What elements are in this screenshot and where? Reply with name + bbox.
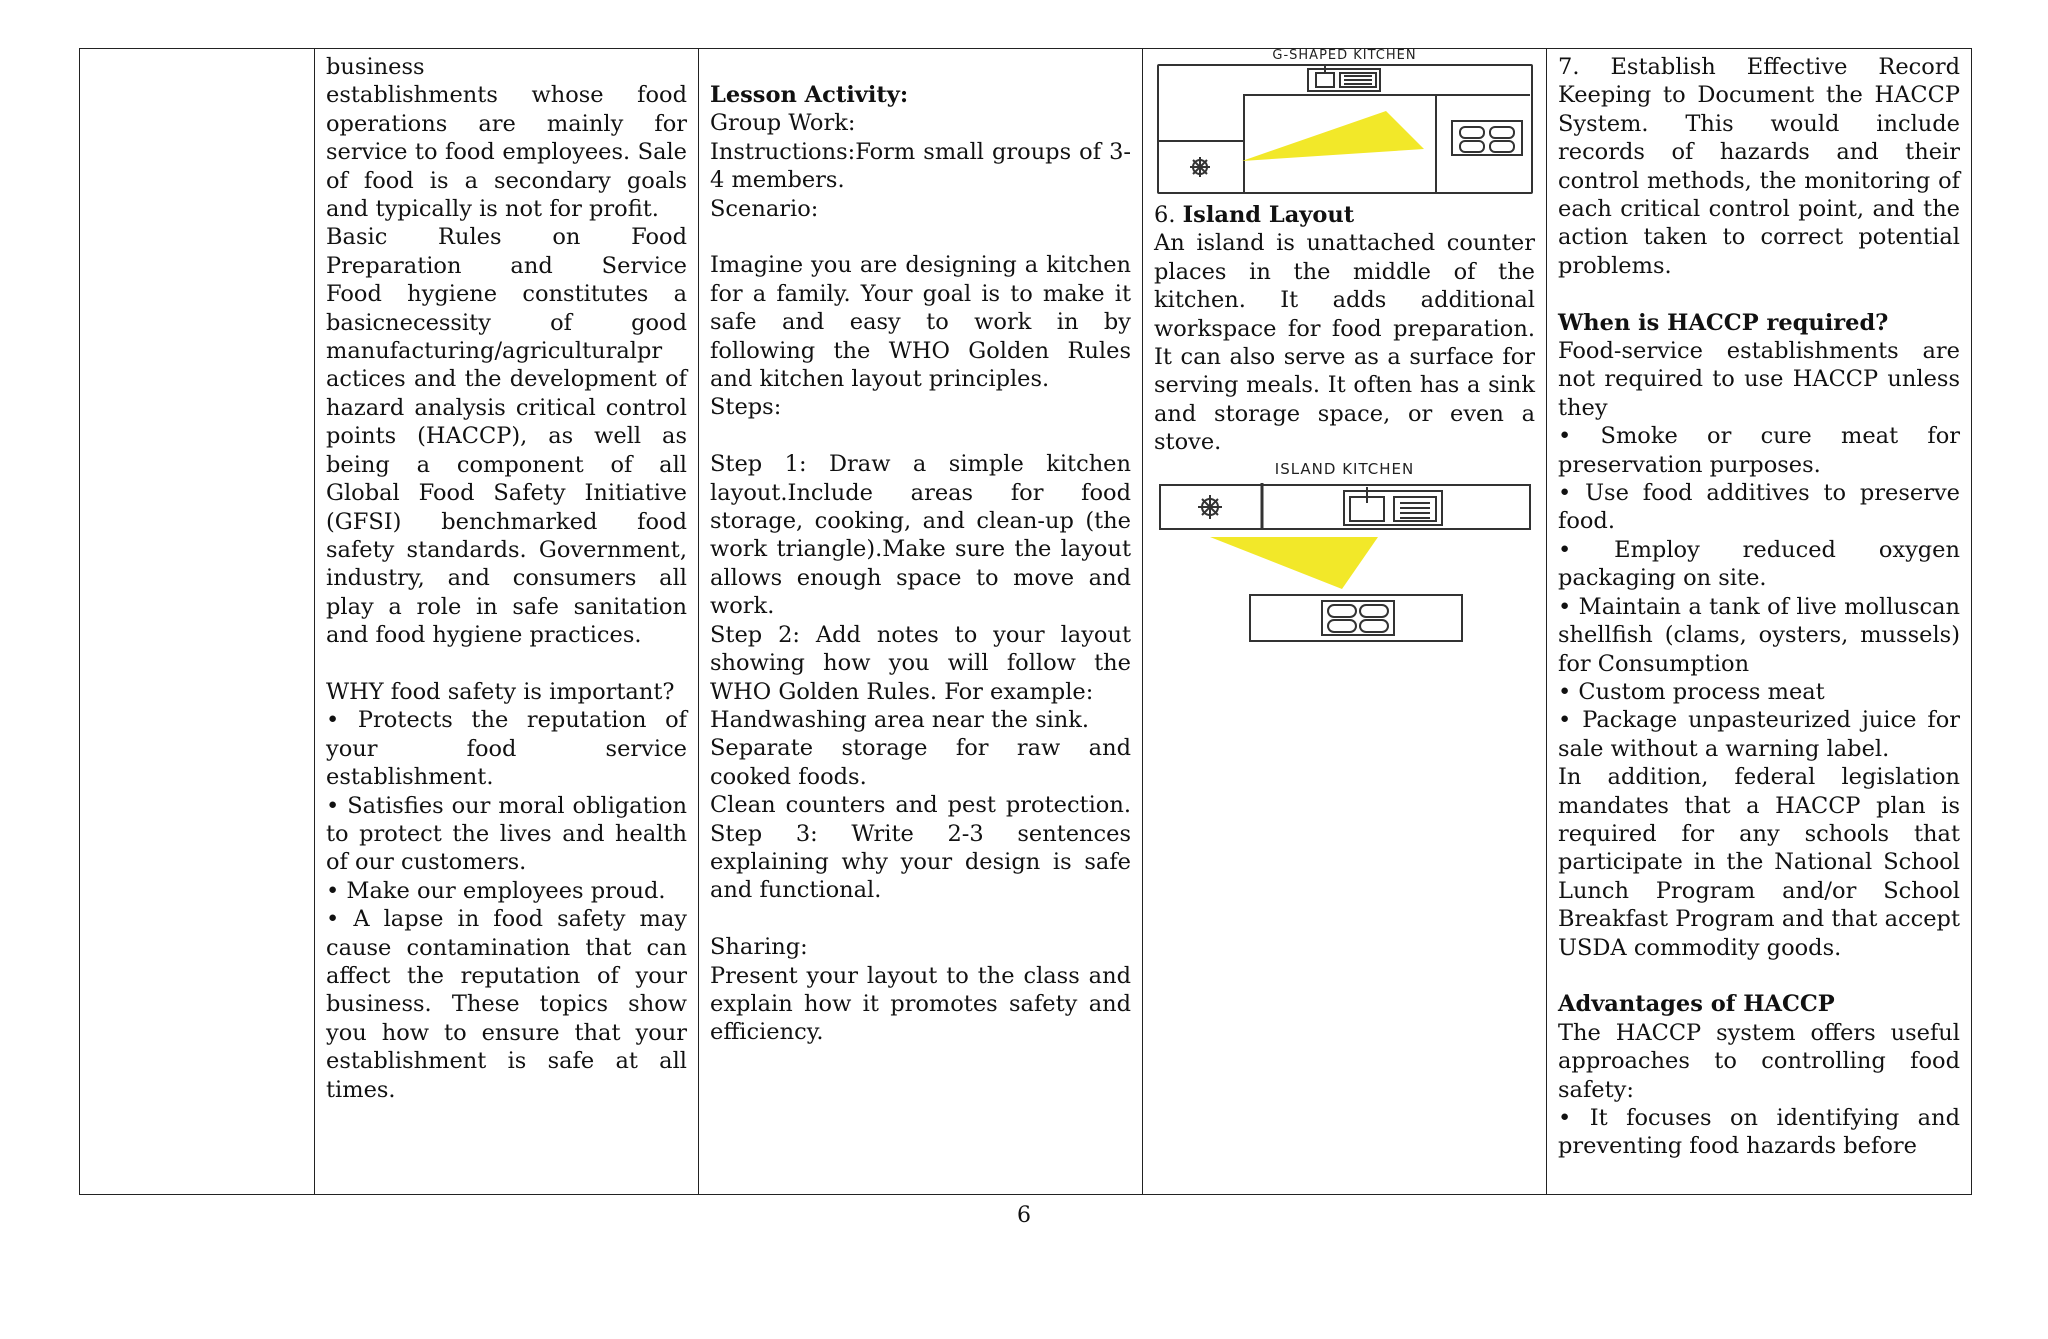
haccp-column: [1547, 49, 1972, 1195]
sharing-label: Sharing:: [710, 934, 808, 961]
col2-bullet-reputation: • Protects the reputation of your food service establishment.: [326, 707, 687, 791]
haccp-bullet-additives: • Use food additives to preserve food.: [1558, 480, 1960, 535]
scenario-label: Scenario:: [710, 195, 819, 222]
col2-paragraph-hygiene: Food hygiene constitutes a basicnecessity of good manufacturing/agriculturalpr actices and the development of hazard analysis critical control points (HACCP), as well as being a component of all Global Food Safety Initiative (GFSI) benchmarked food safety standards. Government, industry, and consumers all play a role in safe sanitation and food hygiene practices.: [326, 281, 687, 649]
step-3-text: Step 3: Write 2-3 sentences explaining why your design is safe and functional.: [710, 820, 1131, 904]
col2-bullet-lapse: • A lapse in food safety may cause contamination that can affect the reputation of your business. These topics show you how to ensure that your establishment is safe at all times.: [326, 906, 687, 1103]
g-shaped-kitchen-diagram: [1156, 63, 1534, 195]
steps-label: Steps:: [710, 394, 782, 421]
haccp-bullet-oxygen: • Employ reduced oxygen packaging on site.: [1558, 536, 1960, 592]
haccp-intro: 7. Establish Effective Record Keeping to Document the HACCP System. This would include records of hazards and their control methods, the monitoring of each critical control point, and the action taken to correct potential problems.: [1558, 54, 1960, 279]
spacer: [1558, 962, 1960, 990]
lesson-activity-heading: Lesson Activity:: [710, 82, 909, 108]
sharing-text: Present your layout to the class and explain how it promotes safety and efficiency.: [710, 962, 1131, 1046]
col2-bullet-proud: • Make our employees proud.: [326, 877, 666, 904]
col2-paragraph-establishments: establishments whose food operations are mainly for service to food employees. Sale of food is a secondary goals and typically is not for profit.: [326, 82, 687, 223]
haccp-bullet-meat: • Custom process meat: [1558, 678, 1825, 705]
haccp-required-text: Food-service establishments are not required to use HACCP unless they: [1558, 338, 1960, 421]
island-layout-title: 6. Island Layout: [1154, 202, 1355, 228]
step-1-text: Step 1: Draw a simple kitchen layout.Include areas for food storage, cooking, and clean-up (the work triangle).Make sure the layout allows enough space to move and work.: [710, 451, 1131, 620]
example-counters: Clean counters and pest protection.: [710, 792, 1131, 819]
col2-bullet-moral: • Satisfies our moral obligation to protect the lives and health of our customers.: [326, 792, 687, 876]
kitchen-layout-column: [1143, 49, 1547, 1195]
haccp-legislation-text: In addition, federal legislation mandates that a HACCP plan is required for any schools that participate in the National School Lunch Program and/or School Breakfast Program and that accept USDA commodity goods.: [1558, 764, 1960, 961]
haccp-bullet-shellfish: • Maintain a tank of live molluscan shellfish (clams, oysters, mussels) for Consumption: [1558, 593, 1960, 677]
step-2-text: Step 2: Add notes to your layout showing how you will follow the WHO Golden Rules. For example:: [710, 621, 1131, 705]
scenario-text: Imagine you are designing a kitchen for a family. Your goal is to make it safe and easy to work in by following the WHO Golden Rules and kitchen layout principles.: [710, 252, 1131, 393]
haccp-advantages-bullet: • It focuses on identifying and preventing food hazards before: [1558, 1105, 1960, 1160]
col2-line-0: business: [326, 54, 425, 80]
col2-heading-basic-rules: Basic Rules on Food Preparation and Service: [326, 224, 687, 279]
haccp-advantages-heading: Advantages of HACCP: [1558, 991, 1835, 1018]
island-layout-text: An island is unattached counter places in the middle of the kitchen. It adds additional workspace for food preparation. It can also serve as a surface for serving meals. It often has a sink and storage space, or even a stove.: [1154, 230, 1535, 456]
island-work-triangle-shape: [1210, 537, 1378, 589]
lesson-activity-column: [699, 49, 1143, 1195]
g-shaped-kitchen-caption: G-SHAPED KITCHEN: [1272, 48, 1417, 63]
page-number: 6: [1017, 1203, 1031, 1228]
work-triangle-shape: [1242, 111, 1424, 161]
spacer: [710, 422, 1131, 450]
island-kitchen-diagram: [1158, 477, 1532, 649]
haccp-bullet-juice: • Package unpasteurized juice for sale without a warning label.: [1558, 707, 1960, 762]
instructions-text: Instructions:Form small groups of 3-4 members.: [710, 138, 1131, 194]
haccp-required-heading: When is HACCP required?: [1558, 309, 1889, 336]
col2-heading-why: WHY food safety is important?: [326, 678, 675, 705]
food-safety-column: [315, 49, 699, 1195]
haccp-bullet-smoke: • Smoke or cure meat for preservation purposes.: [1558, 423, 1960, 478]
spacer: [1558, 280, 1960, 308]
haccp-advantages-text: The HACCP system offers useful approaches to controlling food safety:: [1558, 1019, 1960, 1103]
island-kitchen-caption: ISLAND KITCHEN: [1274, 459, 1415, 478]
spacer: [326, 650, 687, 678]
example-storage: Separate storage for raw and cooked foods.: [710, 735, 1131, 790]
spacer: [710, 905, 1131, 933]
example-handwashing: Handwashing area near the sink.: [710, 706, 1090, 733]
group-work-label: Group Work:: [710, 110, 856, 137]
empty-column-cell: [80, 49, 315, 1195]
spacer: [710, 223, 1131, 251]
content-table: [79, 48, 1972, 1195]
